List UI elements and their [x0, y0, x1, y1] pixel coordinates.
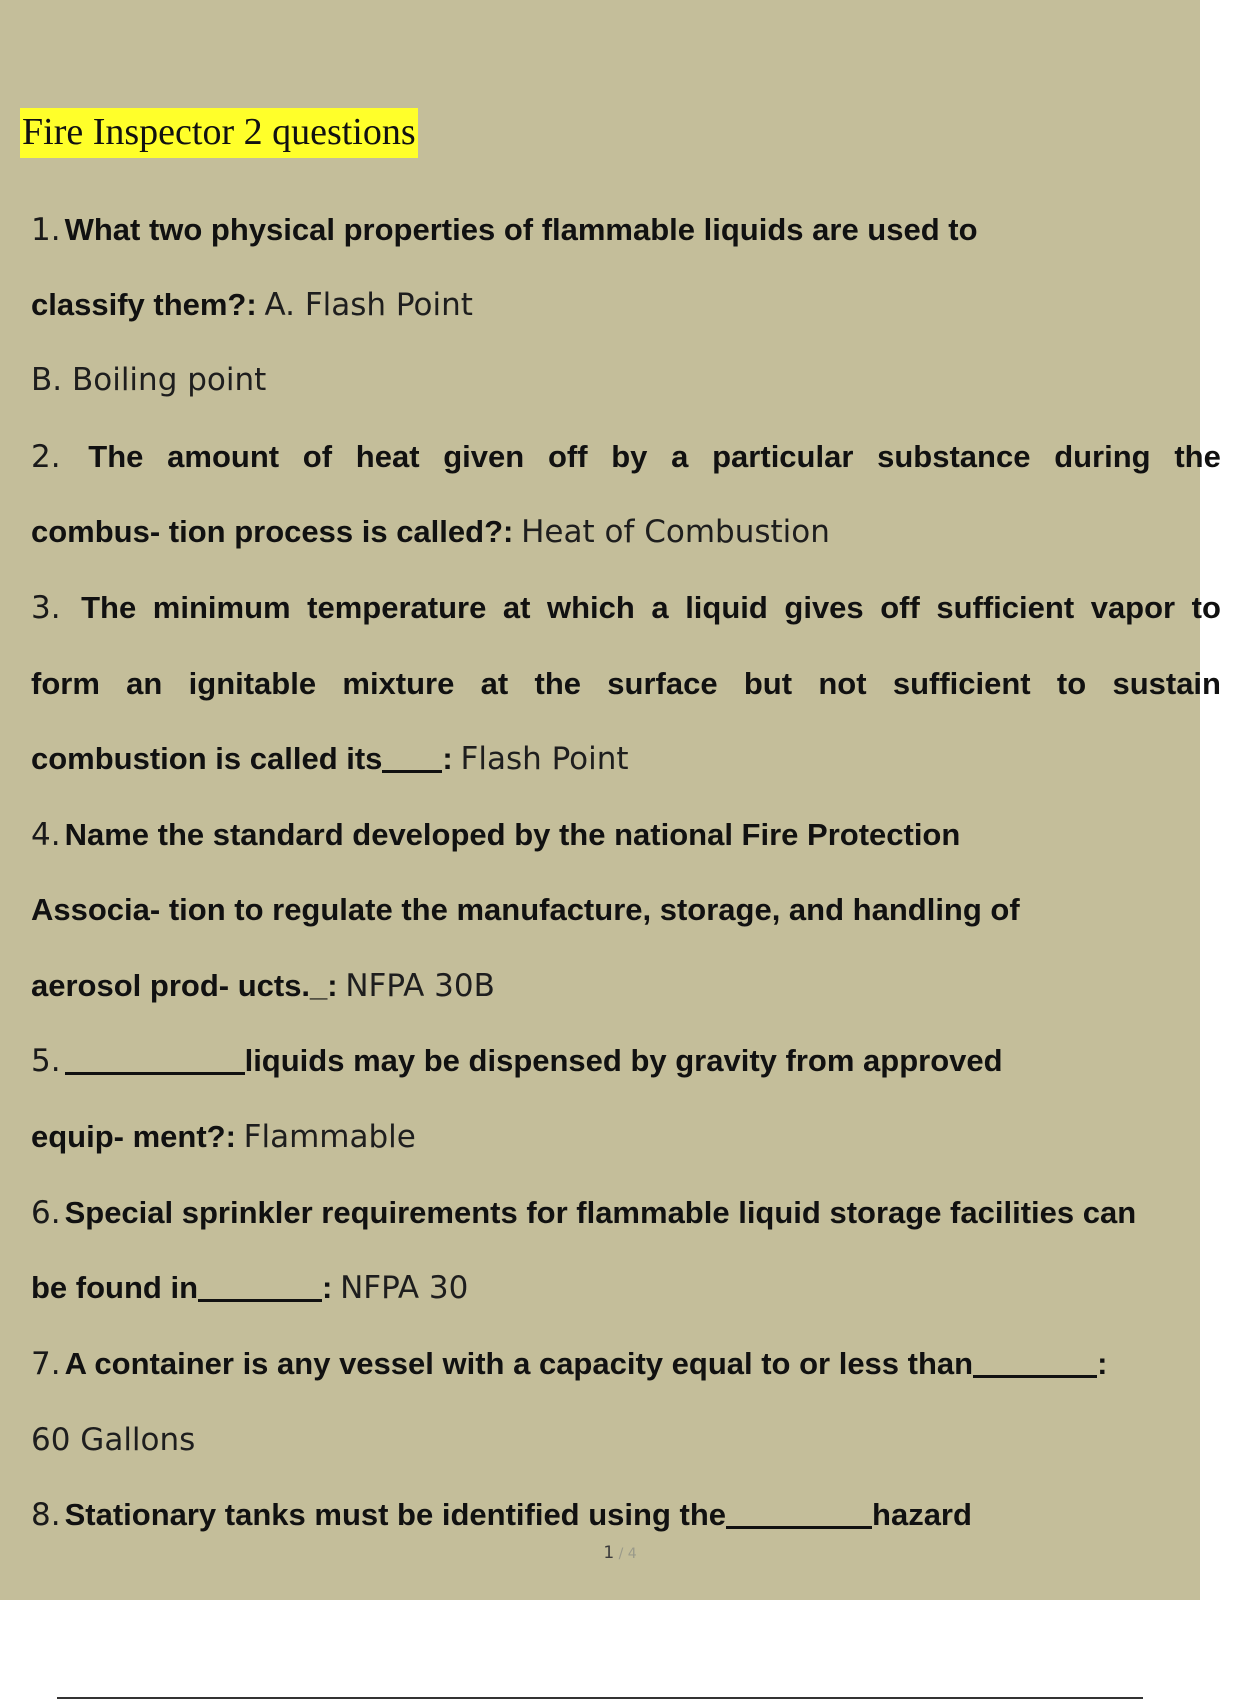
question-3-word: sustain	[1112, 666, 1221, 701]
question-5-text-2: equip- ment?:	[31, 1119, 236, 1154]
question-5-line-1	[31, 1041, 1003, 1081]
question-3-word: not	[818, 666, 867, 701]
question-2-answer: Heat of Combustion	[521, 514, 830, 550]
question-7-line-2	[31, 1420, 195, 1460]
question-7-text-1: A container is any vessel with a capacity equal to or less than	[64, 1346, 974, 1381]
question-2-number: 2.	[31, 439, 61, 475]
question-1-line-1	[31, 210, 978, 250]
question-7-answer: 60 Gallons	[31, 1422, 196, 1458]
question-1-text-2: classify them?:	[31, 287, 257, 322]
question-3-answer: Flash Point	[460, 741, 629, 777]
question-3-word: liquid	[685, 590, 768, 625]
question-3-word: a	[651, 590, 669, 625]
question-3-word: to	[1056, 666, 1087, 701]
question-6-line-1	[31, 1193, 1136, 1233]
question-2-word: of	[302, 439, 333, 474]
question-1-answer: A. Flash Point	[264, 287, 473, 323]
question-3-word: minimum	[152, 590, 291, 625]
question-3-word: mixture	[342, 666, 455, 701]
question-5-line-2	[31, 1117, 416, 1157]
question-2-word: a	[671, 439, 689, 474]
question-8-line-1	[31, 1495, 972, 1535]
question-1-answer-2: B. Boiling point	[31, 362, 267, 398]
question-3-word: an	[126, 666, 163, 701]
question-1-text-1: What two physical properties of flammable liquids are used to	[64, 212, 978, 247]
fill-in-blank	[973, 1345, 1097, 1378]
question-2-word: off	[547, 439, 588, 474]
question-4-line-2	[31, 890, 1020, 930]
fill-in-blank	[65, 1042, 245, 1075]
question-3-word: at	[502, 590, 531, 625]
question-2-word: particular	[712, 439, 854, 474]
question-1-line-2	[31, 285, 473, 325]
question-5-number: 5.	[31, 1043, 61, 1079]
question-2-word: heat	[355, 439, 420, 474]
question-3-word: temperature	[307, 590, 487, 625]
question-3-word: but	[743, 666, 793, 701]
question-4-answer: NFPA 30B	[345, 968, 495, 1004]
question-3-text-3: combustion is called its	[31, 741, 383, 776]
question-8-text-2: hazard	[872, 1497, 972, 1532]
question-3-number: 3.	[31, 590, 61, 626]
page-separator: /	[618, 1546, 624, 1562]
question-3-word: to	[1191, 590, 1221, 625]
question-1-line-3	[31, 360, 266, 400]
question-3-line-1	[31, 588, 1221, 628]
question-3-line-3: combustion is called its : Flash Point	[31, 741, 629, 777]
question-1-number: 1.	[31, 212, 61, 248]
fill-in-blank	[726, 1496, 872, 1529]
fill-in-blank	[198, 1269, 322, 1302]
question-3-word: off	[880, 590, 920, 625]
question-3-word: ignitable	[188, 666, 317, 701]
question-8-number: 8.	[31, 1497, 61, 1533]
question-2-line-1	[31, 437, 1221, 477]
question-6-text-2: be found in	[31, 1270, 199, 1305]
question-6-answer: NFPA 30	[340, 1270, 469, 1306]
question-3-word: form	[31, 666, 100, 701]
question-5-text-1: liquids may be dispensed by gravity from approved	[244, 1043, 1003, 1078]
question-3-word: sufficient	[936, 590, 1075, 625]
question-6-text-1: Special sprinkler requirements for flammable liquid storage facilities can	[64, 1195, 1137, 1230]
question-2-word: substance	[877, 439, 1031, 474]
question-3-word: which	[547, 590, 635, 625]
question-4-line-1	[31, 815, 960, 855]
document-title: Fire Inspector 2 questions	[20, 108, 418, 158]
question-4-line-3	[31, 966, 495, 1006]
question-3-word: The	[81, 590, 137, 625]
question-3-word: gives	[784, 590, 864, 625]
question-2-word: amount	[167, 439, 280, 474]
question-3-word: sufficient	[892, 666, 1031, 701]
question-3-word: at	[480, 666, 509, 701]
question-2-word: The	[88, 439, 144, 474]
question-2-word: by	[611, 439, 648, 474]
question-7-number: 7.	[31, 1346, 61, 1382]
question-4-text-3: aerosol prod- ucts._:	[31, 968, 338, 1003]
question-2-text-2: combus- tion process is called?:	[31, 514, 514, 549]
question-3-word: the	[534, 666, 581, 701]
question-6-number: 6.	[31, 1195, 61, 1231]
question-7-line-1: 7. A container is any vessel with a capacity equal to or less than :	[31, 1346, 1108, 1382]
question-3-word: vapor	[1090, 590, 1176, 625]
page-total: 4	[627, 1546, 637, 1562]
question-2-word: the	[1174, 439, 1221, 474]
question-4-text-1: Name the standard developed by the national Fire Protection	[64, 817, 961, 852]
question-3-word: surface	[607, 666, 718, 701]
question-4-number: 4.	[31, 817, 61, 853]
question-4-text-2: Associa- tion to regulate the manufacture, storage, and handling of	[31, 892, 1020, 927]
fill-in-blank	[382, 740, 442, 773]
page-indicator	[0, 1543, 1240, 1563]
question-5-answer: Flammable	[243, 1119, 416, 1155]
question-8-text-1: Stationary tanks must be identified using the	[64, 1497, 727, 1532]
question-6-line-2: be found in : NFPA 30	[31, 1270, 469, 1306]
question-2-word: given	[443, 439, 525, 474]
question-3-line-2	[31, 664, 1221, 704]
page-divider	[57, 1697, 1143, 1699]
question-2-line-2	[31, 512, 830, 552]
page-current: 1	[603, 1543, 615, 1563]
question-2-word: during	[1054, 439, 1151, 474]
